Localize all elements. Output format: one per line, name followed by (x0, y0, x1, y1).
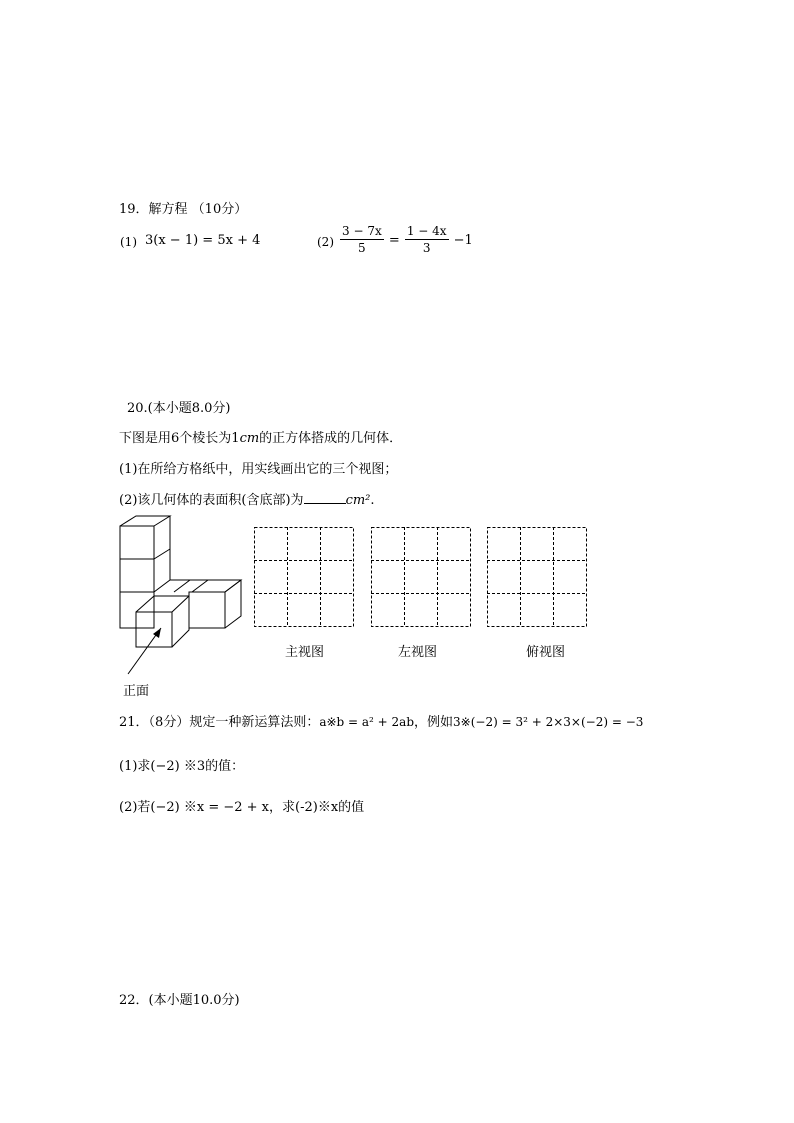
left-view-grid[interactable] (371, 527, 472, 628)
left-view-label: 左视图 (398, 645, 438, 660)
q21-part2-expression: (−2) ※x = −2 + x (150, 800, 270, 815)
answer-blank[interactable] (304, 491, 346, 504)
q21-part1-text: (1)求 (119, 759, 151, 774)
q20-line1-text-d: 的正方体搭成的几何体． (259, 431, 403, 446)
q20-line1-number: 1 (231, 431, 240, 446)
top-view-label: 俯视图 (526, 645, 566, 660)
q21-example-prefix: ，例如 (414, 715, 454, 730)
q20-line2: (1)在所给方格纸中，用实线画出它的三个视图； (119, 462, 398, 477)
fraction-right-denominator: 3 (422, 241, 431, 255)
q21-part1 (119, 755, 244, 774)
q20-line1-unit: cm (239, 431, 260, 446)
fraction-left (340, 224, 384, 255)
equals-sign: = (388, 233, 400, 248)
q19-title: 19．解方程 （10分） (119, 202, 248, 217)
q20-line3-unit: cm² (345, 493, 371, 508)
q21-part2-tail: ，求(-2)※x的值 (269, 800, 365, 815)
q21-part2-text: (2)若 (119, 800, 151, 815)
q20-line1-text-a: 下图是用6个棱长为 (119, 431, 232, 446)
q19-part2-label: (2) (317, 235, 334, 249)
q20-line3 (119, 489, 375, 508)
q21-rule: a※b = a² + 2ab (319, 715, 415, 729)
fraction-left-numerator: 3 − 7x (342, 224, 382, 238)
front-view-label: 主视图 (285, 645, 325, 660)
fraction-right-numerator: 1 − 4x (406, 224, 447, 238)
front-view-grid[interactable] (254, 527, 355, 628)
minus-one: −1 (453, 233, 473, 248)
q21-example: 3※(−2) = 3² + 2×3×(−2) = −3 (453, 715, 644, 729)
q20-line3-text: (2)该几何体的表面积(含底部)为 (119, 493, 304, 508)
q21-part2 (119, 796, 364, 815)
fraction-left-denominator: 5 (358, 241, 366, 255)
cube-figure (115, 512, 250, 692)
q21-line1 (119, 711, 643, 730)
q20-title: 20.(本小题8.0分) (127, 401, 231, 416)
fraction-right (405, 224, 449, 255)
q19-part2-equation (340, 224, 473, 255)
q21-part1-tail: 的值： (205, 759, 245, 774)
q21-part1-expression: (−2) ※3 (150, 759, 206, 774)
q21-title: 21．（8分）规定一种新运算法则： (119, 715, 320, 730)
q20-line1 (119, 427, 402, 446)
front-label: 正面 (123, 684, 150, 699)
q19-part1-equation: 3(x − 1) = 5x + 4 (145, 233, 261, 248)
q22-title: 22．(本小题10.0分) (119, 993, 240, 1008)
q20-line3-period: . (370, 493, 375, 508)
top-view-grid[interactable] (487, 527, 588, 628)
q19-part1-label: (1) (120, 235, 137, 249)
